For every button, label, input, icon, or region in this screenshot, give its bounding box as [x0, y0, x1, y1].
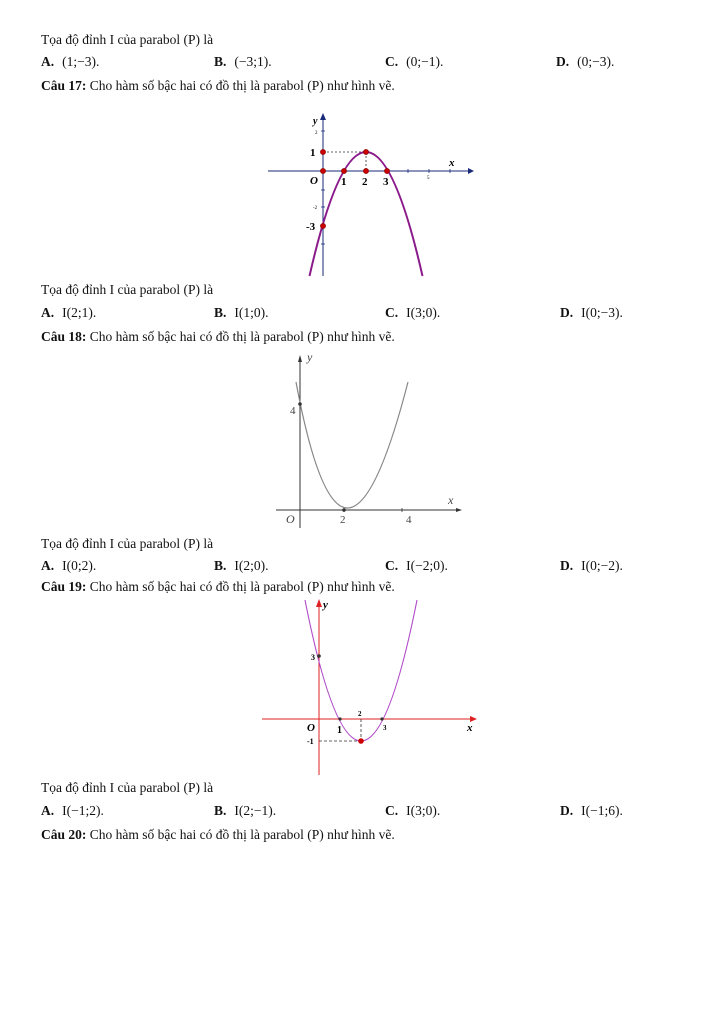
q18-xtick-2: 2 — [340, 514, 346, 526]
q19-xtick-1: 1 — [337, 725, 342, 736]
q17-option-a[interactable]: A. I(2;1). — [41, 305, 97, 320]
q18-option-d[interactable]: D. I(0;−2). — [560, 558, 623, 573]
q17-root1-point — [341, 168, 346, 173]
q17-graph — [262, 110, 474, 280]
q19-root1-point — [338, 717, 341, 720]
q19-option-c[interactable]: C. I(3;0). — [385, 803, 441, 818]
q18-heading: Câu 18: Cho hàm số bậc hai có đồ thị là parabol (P) như hình vẽ. — [41, 329, 395, 344]
q19-graph — [256, 596, 484, 778]
q18-y-arrow — [298, 355, 302, 362]
q18-y-label: y — [307, 350, 313, 364]
q19-y-label: y — [323, 599, 328, 611]
q16-prompt: Tọa độ đỉnh I của parabol (P) là — [41, 32, 214, 47]
q19-yint-point — [317, 654, 321, 658]
q17-option-c[interactable]: C. I(3;0). — [385, 305, 441, 320]
q19-ytick-3: 3 — [311, 653, 315, 662]
q16-option-d[interactable]: D. (0;−3). — [556, 54, 615, 69]
q17-ytick-neg3: -3 — [306, 221, 316, 233]
q19-ytick-neg1: -1 — [307, 737, 314, 746]
q19-option-d[interactable]: D. I(−1;6). — [560, 803, 623, 818]
q18-xtick-4: 4 — [406, 514, 412, 526]
q19-xtick-2: 2 — [358, 710, 362, 718]
q18-graph — [270, 348, 470, 530]
q17-heading: Câu 17: Cho hàm số bậc hai có đồ thị là parabol (P) như hình vẽ. — [41, 78, 395, 93]
q17-ytick-1: 1 — [310, 147, 316, 159]
q17-x-arrow — [468, 168, 474, 174]
q18-parabola — [296, 382, 408, 508]
q19-vertex-point — [358, 738, 364, 744]
q19-y-arrow — [316, 599, 322, 607]
q19-x-label: x — [467, 722, 473, 734]
q17-origin-label: O — [310, 175, 318, 187]
q17-xtick-2: 2 — [362, 176, 368, 188]
q17-y-label: y — [313, 116, 318, 127]
q17-xtick-1: 1 — [341, 176, 347, 188]
q19-xtick-3: 3 — [383, 724, 387, 732]
q17-option-b[interactable]: B. I(1;0). — [214, 305, 269, 320]
q17-prompt: Tọa độ đỉnh I của parabol (P) là — [41, 282, 214, 297]
q17-small-neg2: -2 — [313, 206, 318, 211]
q18-option-c[interactable]: C. I(−2;0). — [385, 558, 448, 573]
q16-option-c[interactable]: C. (0;−1). — [385, 54, 444, 69]
q17-origin-point — [320, 168, 325, 173]
q17-yint-point — [320, 223, 325, 228]
q17-xtick-3: 3 — [383, 176, 389, 188]
q19-heading: Câu 19: Cho hàm số bậc hai có đồ thị là parabol (P) như hình vẽ. — [41, 579, 395, 594]
q17-small-5: 5 — [427, 176, 430, 181]
q18-origin-label: O — [286, 512, 295, 526]
q17-root3-point — [384, 168, 389, 173]
q17-x-label: x — [449, 157, 455, 169]
q17-y-arrow — [320, 113, 326, 120]
q17-vertex-point — [363, 149, 368, 154]
q19-prompt: Tọa độ đỉnh I của parabol (P) là — [41, 780, 214, 795]
q17-option-d[interactable]: D. I(0;−3). — [560, 305, 623, 320]
q18-option-b[interactable]: B. I(2;0). — [214, 558, 269, 573]
q18-ytick-4: 4 — [290, 405, 296, 417]
q18-option-a[interactable]: A. I(0;2). — [41, 558, 97, 573]
q19-root3-point — [380, 717, 383, 720]
q17-foot-point — [363, 168, 368, 173]
q19-option-a[interactable]: A. I(−1;2). — [41, 803, 104, 818]
q16-option-a[interactable]: A. (1;−3). — [41, 54, 100, 69]
q20-heading: Câu 20: Cho hàm số bậc hai có đồ thị là parabol (P) như hình vẽ. — [41, 827, 395, 842]
q19-option-b[interactable]: B. I(2;−1). — [214, 803, 277, 818]
q18-x-label: x — [448, 493, 454, 507]
q18-yint-point — [298, 402, 302, 406]
q18-x-arrow — [456, 508, 462, 512]
q18-prompt: Tọa độ đỉnh I của parabol (P) là — [41, 536, 214, 551]
q17-small-2: 2 — [315, 131, 318, 136]
q17-y1-point — [320, 149, 325, 154]
q19-origin-label: O — [307, 722, 315, 734]
q16-option-b[interactable]: B. (−3;1). — [214, 54, 272, 69]
q18-vertex-point — [342, 508, 346, 512]
